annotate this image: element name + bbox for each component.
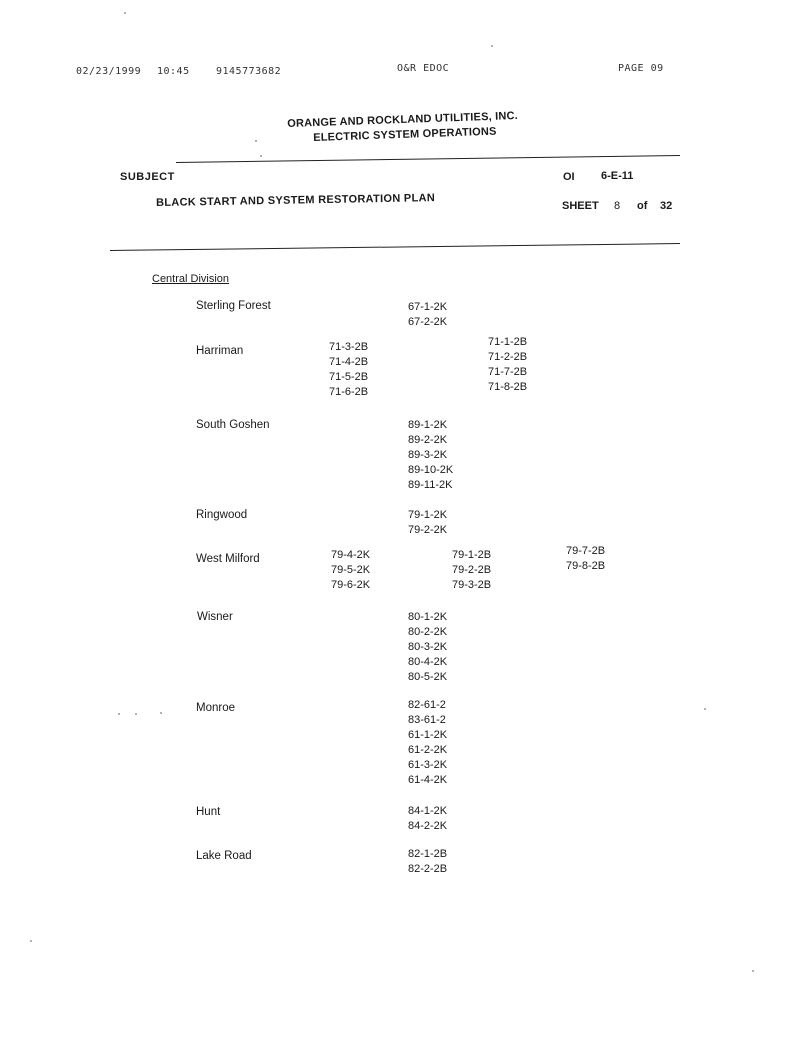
- breaker-id: 79-1-2B: [452, 549, 492, 561]
- breaker-column: [408, 698, 447, 788]
- breaker-id: 84-2-2K: [408, 820, 448, 832]
- scan-speck: [135, 713, 137, 715]
- breaker-id: 80-3-2K: [408, 641, 448, 653]
- sheet-of-label: of: [637, 200, 648, 212]
- breaker-id: 80-5-2K: [408, 671, 448, 683]
- scan-speck: [491, 45, 493, 47]
- breaker-id: 79-7-2B: [566, 545, 606, 557]
- company-department: ELECTRIC SYSTEM OPERATIONS: [313, 125, 497, 144]
- breaker-id: 83-61-2: [408, 714, 446, 726]
- oi-number: 6-E-11: [601, 170, 634, 182]
- breaker-id: 80-4-2K: [408, 656, 448, 668]
- breaker-id: 67-1-2K: [408, 301, 448, 313]
- station-name: South Goshen: [196, 419, 270, 431]
- breaker-id: 89-11-2K: [408, 479, 453, 491]
- scan-speck: [704, 708, 706, 710]
- breaker-column: [452, 548, 491, 593]
- scan-speck: [260, 155, 262, 157]
- breaker-id: 61-3-2K: [408, 759, 448, 771]
- fax-date: 02/23/1999: [76, 66, 142, 77]
- breaker-id: 71-4-2B: [329, 356, 369, 368]
- scan-speck: [30, 940, 32, 942]
- station-name: Hunt: [196, 806, 221, 818]
- fax-page-number: PAGE 09: [618, 63, 664, 74]
- division-heading: Central Division: [152, 273, 230, 285]
- breaker-id: 71-1-2B: [488, 336, 528, 348]
- breaker-id: 79-1-2K: [408, 509, 448, 521]
- breaker-id: 79-4-2K: [331, 549, 371, 561]
- breaker-id: 61-1-2K: [408, 729, 448, 741]
- breaker-column: [408, 610, 447, 685]
- breaker-id: 82-2-2B: [408, 863, 448, 875]
- sheet-total: 32: [660, 200, 673, 212]
- breaker-id: 89-2-2K: [408, 434, 448, 446]
- station-name: Harriman: [196, 345, 244, 357]
- scan-speck: [118, 713, 120, 715]
- breaker-id: 79-3-2B: [452, 579, 492, 591]
- breaker-column: [408, 508, 447, 538]
- breaker-id: 82-61-2: [408, 699, 446, 711]
- breaker-id: 84-1-2K: [408, 805, 448, 817]
- breaker-column: [566, 544, 605, 574]
- breaker-column: [329, 340, 368, 400]
- oi-label: OI: [563, 171, 575, 183]
- breaker-id: 79-2-2B: [452, 564, 492, 576]
- breaker-id: 71-8-2B: [488, 381, 528, 393]
- breaker-id: 80-1-2K: [408, 611, 448, 623]
- breaker-id: 89-1-2K: [408, 419, 448, 431]
- station-name: Wisner: [197, 611, 233, 623]
- header-rule-bottom: [110, 243, 680, 251]
- breaker-column: [408, 804, 447, 834]
- breaker-id: 71-3-2B: [329, 341, 369, 353]
- breaker-id: 79-8-2B: [566, 560, 606, 572]
- subject-label: SUBJECT: [120, 171, 175, 183]
- station-name: Monroe: [196, 702, 235, 714]
- breaker-column: [408, 300, 447, 330]
- station-name: Ringwood: [196, 509, 248, 521]
- breaker-id: 89-10-2K: [408, 464, 454, 476]
- station-name: Sterling Forest: [196, 300, 271, 312]
- fax-sender: O&R EDOC: [397, 63, 450, 74]
- scan-speck: [752, 970, 754, 972]
- breaker-column: [408, 847, 447, 877]
- plan-title: BLACK START AND SYSTEM RESTORATION PLAN: [156, 192, 436, 209]
- breaker-id: 67-2-2K: [408, 316, 448, 328]
- sheet-label: SHEET: [562, 200, 599, 212]
- breaker-id: 79-5-2K: [331, 564, 371, 576]
- scan-speck: [124, 12, 126, 14]
- scan-speck: [160, 712, 162, 714]
- fax-phone: 9145773682: [216, 66, 282, 77]
- breaker-column: [408, 418, 453, 493]
- breaker-id: 80-2-2K: [408, 626, 448, 638]
- breaker-id: 71-5-2B: [329, 371, 369, 383]
- station-name: Lake Road: [196, 850, 252, 862]
- scan-speck: [255, 140, 257, 142]
- breaker-column: [331, 548, 370, 593]
- breaker-id: 71-7-2B: [488, 366, 528, 378]
- breaker-id: 61-2-2K: [408, 744, 448, 756]
- station-name: West Milford: [196, 553, 260, 565]
- header-rule-top: [176, 155, 680, 163]
- sheet-number: 8: [614, 200, 621, 212]
- company-name: ORANGE AND ROCKLAND UTILITIES, INC.: [287, 109, 519, 130]
- breaker-id: 61-4-2K: [408, 774, 448, 786]
- breaker-id: 79-2-2K: [408, 524, 448, 536]
- breaker-column: [488, 335, 527, 395]
- breaker-id: 89-3-2K: [408, 449, 448, 461]
- fax-time: 10:45: [157, 66, 190, 77]
- breaker-id: 71-6-2B: [329, 386, 369, 398]
- breaker-id: 79-6-2K: [331, 579, 371, 591]
- breaker-id: 82-1-2B: [408, 848, 448, 860]
- breaker-id: 71-2-2B: [488, 351, 528, 363]
